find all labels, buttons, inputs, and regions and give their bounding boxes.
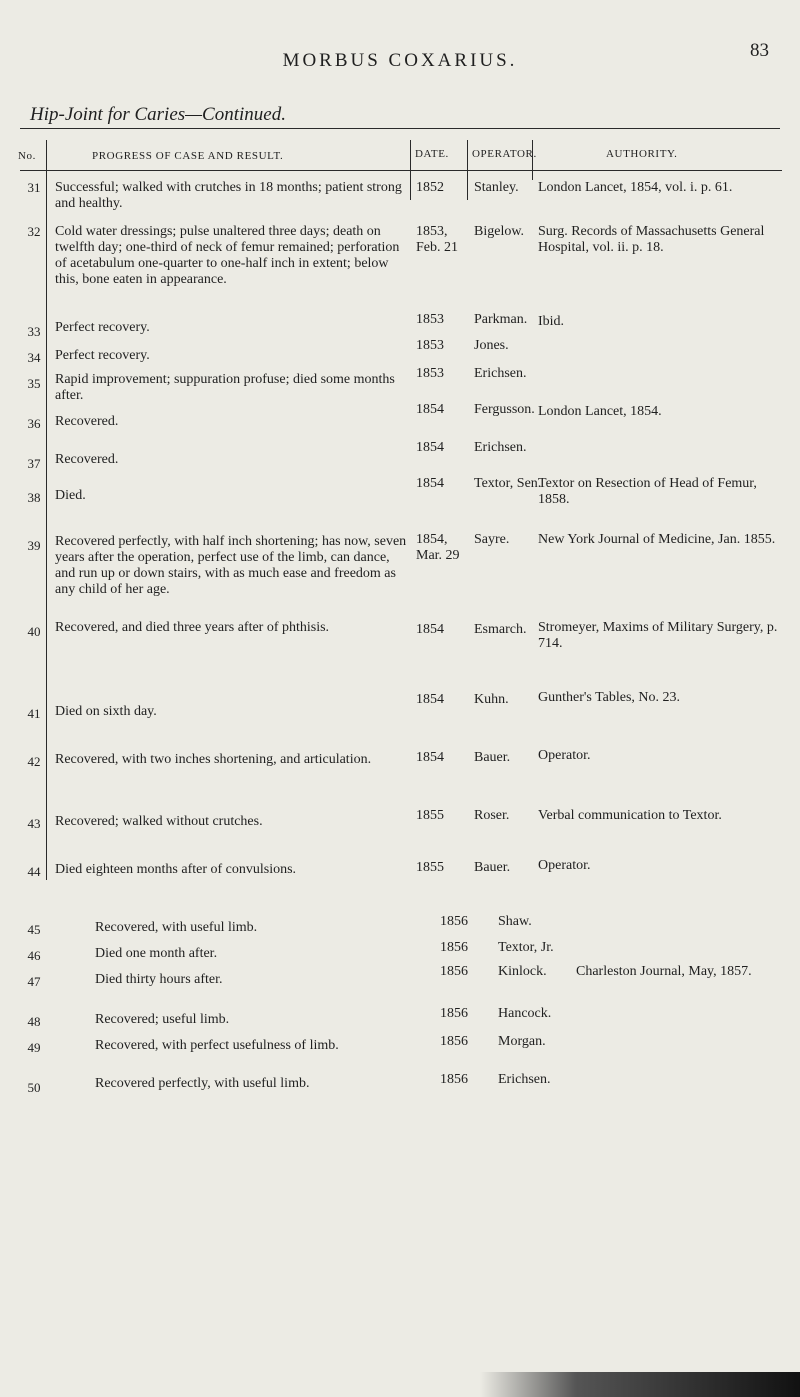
scan-edge-shadow bbox=[480, 1372, 800, 1397]
row-date: 1854 bbox=[416, 402, 444, 417]
row-number: 38 bbox=[27, 490, 41, 505]
row-operator: Esmarch. bbox=[474, 622, 527, 637]
row-operator: Bigelow. bbox=[474, 224, 525, 239]
row-authority: New York Journal of Medicine, Jan. 1855. bbox=[538, 532, 776, 547]
row-number: 32 bbox=[27, 224, 41, 239]
row-operator: Kinlock. bbox=[498, 964, 547, 979]
table-title: Hip-Joint for Caries—Continued. bbox=[30, 104, 286, 125]
row-operator: Morgan. bbox=[498, 1034, 546, 1049]
row-result: Cold water dressings; pulse unaltered three days; death on twelfth day; one-third of neck of femur remained; perforation of acetabulum one-quarter to one-half inch in extent; below this, bone eaten in appearance. bbox=[55, 224, 400, 287]
running-head: MORBUS COXARIUS. bbox=[282, 50, 518, 71]
row-authority: Surg. Records of Massachusetts General Hospital, vol. ii. p. 18. bbox=[538, 224, 765, 255]
row-result: Recovered; useful limb. bbox=[95, 1012, 230, 1027]
row-operator: Hancock. bbox=[498, 1006, 552, 1021]
row-date: 1853, Feb. 21 bbox=[416, 224, 458, 255]
row-number: 36 bbox=[27, 416, 41, 431]
row-date: 1855 bbox=[416, 808, 444, 823]
header-no: No. bbox=[18, 150, 36, 162]
row-operator: Textor, Sen. bbox=[474, 476, 542, 491]
row-number: 46 bbox=[27, 948, 41, 963]
row-date: 1854, Mar. 29 bbox=[416, 532, 460, 563]
column-rule-date bbox=[467, 140, 468, 200]
header-rule bbox=[20, 170, 782, 171]
row-number: 35 bbox=[27, 376, 41, 391]
row-date: 1854 bbox=[416, 476, 444, 491]
row-authority: Gunther's Tables, No. 23. bbox=[538, 690, 681, 705]
row-operator: Bauer. bbox=[474, 750, 511, 765]
row-authority: Ibid. bbox=[538, 314, 565, 329]
row-authority: London Lancet, 1854. bbox=[538, 404, 662, 419]
row-date: 1853 bbox=[416, 338, 444, 353]
row-authority: Operator. bbox=[538, 858, 591, 873]
row-result: Died on sixth day. bbox=[55, 704, 157, 719]
row-number: 34 bbox=[27, 350, 41, 365]
row-date: 1856 bbox=[440, 1072, 468, 1087]
row-result: Recovered, with perfect usefulness of limb. bbox=[95, 1038, 339, 1053]
header-operator: OPERATOR. bbox=[472, 148, 537, 160]
row-operator: Jones. bbox=[474, 338, 509, 353]
row-result: Recovered. bbox=[55, 414, 119, 429]
row-operator: Fergusson. bbox=[474, 402, 535, 417]
row-result: Perfect recovery. bbox=[55, 320, 150, 335]
row-authority: Charleston Journal, May, 1857. bbox=[576, 964, 752, 979]
row-operator: Stanley. bbox=[474, 180, 519, 195]
row-number: 50 bbox=[27, 1080, 41, 1095]
row-authority: Operator. bbox=[538, 748, 591, 763]
column-rule-operator bbox=[532, 140, 533, 180]
row-date: 1856 bbox=[440, 940, 468, 955]
row-operator: Textor, Jr. bbox=[498, 940, 554, 955]
row-operator: Erichsen. bbox=[498, 1072, 551, 1087]
row-operator: Bauer. bbox=[474, 860, 511, 875]
row-result: Rapid improvement; suppuration profuse; died some months after. bbox=[55, 372, 395, 403]
column-rule-no bbox=[46, 140, 47, 880]
row-result: Recovered perfectly, with half inch shortening; has now, seven years after the operation, perfect use of the limb, can dance, and run up or down stairs, with as much ease and freedom as any child of her age. bbox=[55, 534, 407, 597]
row-operator: Erichsen. bbox=[474, 440, 527, 455]
row-authority: Textor on Resection of Head of Femur, 1858. bbox=[538, 476, 757, 507]
row-result: Successful; walked with crutches in 18 months; patient strong and healthy. bbox=[55, 180, 402, 211]
row-number: 40 bbox=[27, 624, 41, 639]
row-result: Died one month after. bbox=[95, 946, 218, 961]
header-progress: PROGRESS OF CASE AND RESULT. bbox=[92, 150, 284, 162]
row-date: 1853 bbox=[416, 312, 444, 327]
row-date: 1854 bbox=[416, 622, 444, 637]
row-authority: London Lancet, 1854, vol. i. p. 61. bbox=[538, 180, 733, 195]
top-rule bbox=[20, 128, 780, 129]
row-number: 42 bbox=[27, 754, 41, 769]
row-number: 39 bbox=[27, 538, 41, 553]
page-number: 83 bbox=[750, 40, 769, 61]
row-operator: Parkman. bbox=[474, 312, 528, 327]
row-number: 41 bbox=[27, 706, 41, 721]
row-date: 1856 bbox=[440, 914, 468, 929]
row-result: Recovered, with two inches shortening, and articulation. bbox=[55, 752, 372, 767]
row-number: 43 bbox=[27, 816, 41, 831]
row-date: 1854 bbox=[416, 440, 444, 455]
row-result: Recovered. bbox=[55, 452, 119, 467]
row-result: Recovered, and died three years after of phthisis. bbox=[55, 620, 330, 635]
row-authority: Verbal communication to Textor. bbox=[538, 808, 722, 823]
row-date: 1853 bbox=[416, 366, 444, 381]
row-date: 1854 bbox=[416, 750, 444, 765]
row-result: Recovered perfectly, with useful limb. bbox=[95, 1076, 310, 1091]
header-date: DATE. bbox=[415, 148, 449, 160]
row-number: 48 bbox=[27, 1014, 41, 1029]
header-authority: AUTHORITY. bbox=[606, 148, 678, 160]
row-number: 45 bbox=[27, 922, 41, 937]
row-operator: Sayre. bbox=[474, 532, 510, 547]
row-operator: Roser. bbox=[474, 808, 510, 823]
row-operator: Kuhn. bbox=[474, 692, 509, 707]
row-number: 33 bbox=[27, 324, 41, 339]
row-result: Died eighteen months after of convulsions. bbox=[55, 862, 297, 877]
row-date: 1856 bbox=[440, 1006, 468, 1021]
row-result: Perfect recovery. bbox=[55, 348, 150, 363]
row-date: 1855 bbox=[416, 860, 444, 875]
row-authority: Stromeyer, Maxims of Military Surgery, p. 714. bbox=[538, 620, 778, 651]
row-operator: Erichsen. bbox=[474, 366, 527, 381]
row-date: 1852 bbox=[416, 180, 444, 195]
row-number: 31 bbox=[27, 180, 41, 195]
row-number: 49 bbox=[27, 1040, 41, 1055]
row-result: Died thirty hours after. bbox=[95, 972, 223, 987]
row-date: 1856 bbox=[440, 1034, 468, 1049]
row-result: Died. bbox=[55, 488, 86, 503]
row-operator: Shaw. bbox=[498, 914, 532, 929]
row-result: Recovered, with useful limb. bbox=[95, 920, 258, 935]
row-date: 1856 bbox=[440, 964, 468, 979]
row-date: 1854 bbox=[416, 692, 444, 707]
row-number: 47 bbox=[27, 974, 41, 989]
row-result: Recovered; walked without crutches. bbox=[55, 814, 263, 829]
column-rule-progress bbox=[410, 140, 411, 200]
row-number: 37 bbox=[27, 456, 41, 471]
row-number: 44 bbox=[27, 864, 41, 879]
